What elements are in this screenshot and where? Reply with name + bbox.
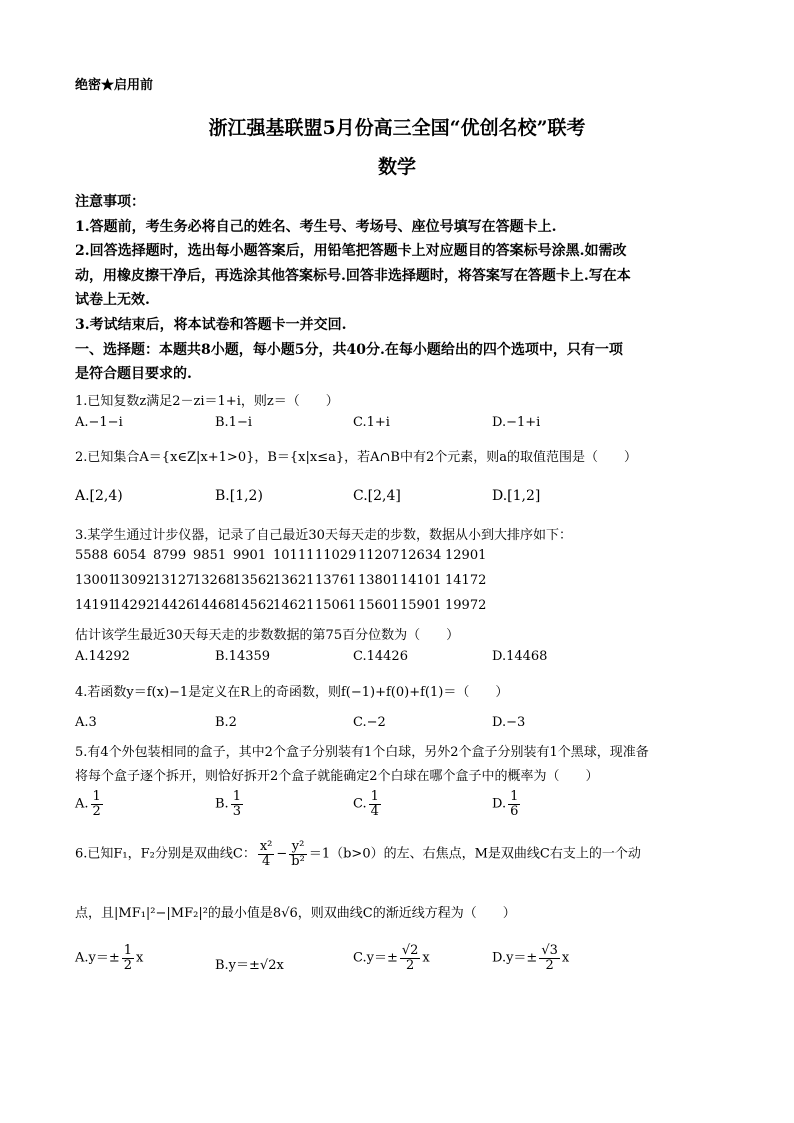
question-4-option-c: C.−2: [353, 715, 386, 730]
question-6-line-2: 点，且|MF₁|²−|MF₂|²的最小值是8√6，则双曲线C的渐近线方程为（ ）: [75, 906, 516, 921]
question-4-option-b: B.2: [215, 715, 237, 730]
question-6-option-c: [353, 944, 430, 972]
option-label: B.: [215, 796, 229, 812]
fraction-numerator: x²: [259, 839, 273, 854]
step-value-cell: 14172: [445, 573, 487, 588]
fraction-denominator: 2: [92, 803, 101, 819]
question-1-stem: 1.已知复数z满足2－zi＝1+i，则z＝（ ）: [75, 394, 339, 409]
question-4-option-a: A.3: [75, 715, 97, 730]
fraction-numerator: y²: [289, 840, 307, 855]
option-text: x: [422, 950, 430, 966]
notice-item-1: 1.答题前，考生务必将自己的姓名、考生号、考场号、座位号填写在答题卡上.: [75, 219, 557, 235]
notice-item-3: 3.考试结束后，将本试卷和答题卡一并交回.: [75, 317, 347, 333]
question-5-option-c: [353, 790, 383, 818]
fraction-numerator: 1: [123, 943, 133, 958]
fraction-denominator: 3: [232, 803, 241, 819]
question-6-stem: [75, 840, 641, 868]
question-2-option-d: D.[1,2]: [492, 488, 541, 504]
question-3-option-a: A.14292: [75, 649, 130, 664]
fraction-denominator: 4: [370, 803, 379, 819]
secret-label: 绝密★启用前: [75, 78, 154, 93]
fraction-numerator: 1: [232, 789, 241, 804]
question-2-option-a: A.[2,4): [75, 488, 123, 504]
minus-sign: −: [276, 846, 288, 862]
option-text: x: [561, 950, 570, 966]
step-value-cell: 13761: [315, 573, 357, 588]
step-value-cell: 8799: [153, 548, 187, 563]
question-5-option-d: [492, 790, 522, 818]
question-6-stem-b: ＝1（b>0）的左、右焦点，M是双曲线C右支上的一个动: [308, 846, 641, 862]
step-value-cell: 6054: [113, 548, 147, 563]
fraction-numerator: 1: [92, 789, 101, 804]
step-value-cell: 14621: [273, 598, 315, 613]
step-value-cell: 19972: [445, 598, 487, 613]
step-value-cell: 13268: [193, 573, 235, 588]
question-3-stem: 3.某学生通过计步仪器，记录了自己最近30天每天走的步数，数据从小到大排序如下：: [75, 528, 572, 543]
question-3-option-d: D.14468: [492, 649, 548, 664]
step-value-cell: 14468: [193, 598, 235, 613]
option-text: D.y＝±: [492, 950, 538, 966]
question-6-option-a: [75, 944, 143, 972]
question-1-option-d: D.−1+i: [492, 415, 541, 430]
question-3-question: 估计该学生最近30天每天走的步数数据的第75百分位数为（ ）: [75, 628, 460, 643]
step-value-cell: 13127: [153, 573, 195, 588]
question-6-option-d: [492, 944, 569, 972]
exam-title: 浙江强基联盟5月份高三全国“优创名校”联考: [208, 117, 586, 139]
option-label: D.: [492, 796, 507, 812]
fraction-numerator: 1: [370, 789, 379, 804]
step-value-cell: 15601: [358, 598, 400, 613]
question-2-stem: 2.已知集合A＝{x∈Z|x+1>0}，B＝{x|x≤a}，若A∩B中有2个元素，则a的取值范围是（ ）: [75, 450, 637, 465]
question-5-option-b: [215, 790, 245, 818]
fraction-numerator: √3: [541, 943, 558, 958]
step-value-cell: 13001: [75, 573, 117, 588]
option-label: A.: [75, 796, 89, 812]
option-text: x: [136, 950, 144, 966]
notice-item-2-line-3: 试卷上无效.: [75, 292, 150, 308]
subject-title: 数学: [377, 156, 416, 178]
fraction-numerator: √2: [401, 943, 419, 958]
question-4-option-d: D.−3: [492, 715, 526, 730]
question-4-stem: 4.若函数y＝f(x)−1是定义在R上的奇函数，则f(−1)+f(0)+f(1)＝（ ）: [75, 685, 509, 700]
step-value-cell: 11207: [358, 548, 400, 563]
fraction-denominator: 2: [123, 957, 133, 973]
step-value-cell: 14101: [400, 573, 442, 588]
fraction-denominator: b²: [291, 853, 305, 869]
step-value-cell: 10111: [273, 548, 315, 563]
question-5-line-1: 5.有4个外包装相同的盒子，其中2个盒子分别装有1个白球，另外2个盒子分别装有1个黑球，现准备: [75, 745, 649, 760]
fraction-numerator: 1: [510, 789, 519, 804]
question-6-stem-a: 6.已知F₁，F₂分别是双曲线C：: [75, 846, 256, 862]
fraction-denominator: 4: [261, 853, 271, 869]
step-value-cell: 13621: [273, 573, 315, 588]
step-value-cell: 14292: [113, 598, 155, 613]
option-label: C.: [353, 796, 367, 812]
step-value-cell: 9901: [233, 548, 267, 563]
step-value-cell: 15061: [315, 598, 357, 613]
question-5-line-2: 将每个盒子逐个拆开，则恰好拆开2个盒子就能确定2个白球在哪个盒子中的概率为（ ）: [75, 769, 599, 784]
notice-item-2-line-1: 2.回答选择题时，选出每小题答案后，用铅笔把答题卡上对应题目的答案标号涂黑.如需改: [75, 243, 627, 259]
fraction-denominator: 6: [510, 803, 519, 819]
question-1-option-c: C.1+i: [353, 415, 390, 430]
notice-heading: 注意事项：: [75, 194, 145, 210]
question-2-option-c: C.[2,4]: [353, 488, 401, 504]
step-value-cell: 14191: [75, 598, 117, 613]
step-value-cell: 13092: [113, 573, 155, 588]
step-value-cell: 12634: [400, 548, 442, 563]
fraction-denominator: 2: [545, 957, 554, 973]
step-value-cell: 15901: [400, 598, 442, 613]
section-1-line-2: 是符合题目要求的.: [75, 366, 192, 382]
notice-item-2-line-2: 动，用橡皮擦干净后，再选涂其他答案标号.回答非选择题时，将答案写在答题卡上.写在本: [75, 268, 631, 284]
step-value-cell: 12901: [445, 548, 487, 563]
question-5-option-a: [75, 790, 105, 818]
step-value-cell: 13801: [358, 573, 400, 588]
question-3-option-c: C.14426: [353, 649, 408, 664]
step-value-cell: 9851: [193, 548, 227, 563]
question-2-option-b: B.[1,2): [215, 488, 263, 504]
question-3-option-b: B.14359: [215, 649, 271, 664]
step-value-cell: 11029: [315, 548, 357, 563]
step-value-cell: 13562: [233, 573, 275, 588]
option-text: A.y＝±: [75, 950, 120, 966]
step-value-cell: 14426: [153, 598, 195, 613]
question-1-option-a: A.−1−i: [75, 415, 123, 430]
question-1-option-b: B.1−i: [215, 415, 253, 430]
step-value-cell: 5588: [75, 548, 109, 563]
question-6-option-b: B.y＝±√2x: [215, 958, 284, 973]
section-1-line-1: 一、选择题：本题共8小题，每小题5分，共40分.在每小题给出的四个选项中，只有一项: [75, 342, 623, 358]
fraction-denominator: 2: [406, 957, 415, 973]
step-value-cell: 14562: [233, 598, 275, 613]
option-text: C.y＝±: [353, 950, 398, 966]
